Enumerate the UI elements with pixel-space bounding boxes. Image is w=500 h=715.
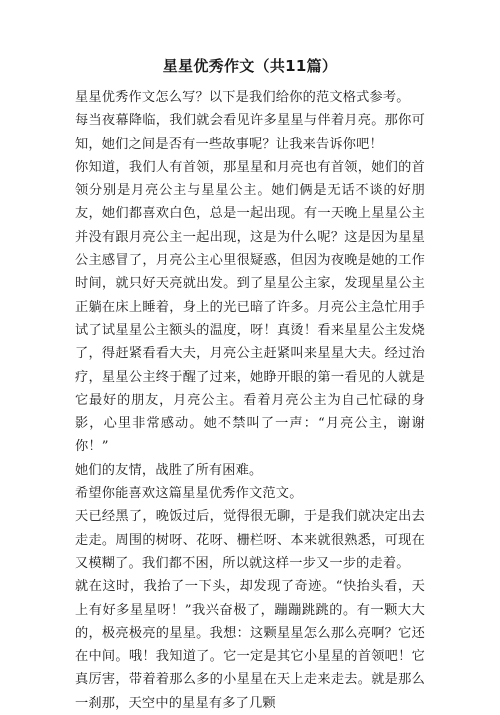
paragraph: 天已经黑了，晚饭过后，觉得很无聊，于是我们就决定出去走走。周围的树呀、花呀、栅栏呀、本来就很熟悉，可现在又模糊了。我们都不困，所以就这样一步又一步的走着。 bbox=[75, 509, 425, 571]
paragraph: 你知道，我们人有首领，那星星和月亮也有首领，她们的首领分别是月亮公主与星星公主。她们俩是无话不谈的好朋友，她们都喜欢白色，总是一起出现。有一天晚上星星公主并没有跟月亮公主一起出现，这是为什么呢？这是因为星星公主感冒了，月亮公主心里很疑惑，但因为夜晚是她的工作时间，就只好天亮就出发。到了星星公主家，发现星星公主正躺在床上睡着，身上的光已暗了许多。月亮公主急忙用手试了试星星公主额头的温度，呀！真烫！看来星星公主发烧了，得赶紧看看大夫，月亮公主赶紧叫来星星大夫。经过治疗，星星公主终于醒了过来，她睁开眼的第一看见的人就是它最好的朋友，月亮公主。看着月亮公主为自己忙碌的身影，心里非常感动。她不禁叫了一声：“月亮公主，谢谢你！” bbox=[75, 159, 425, 455]
paragraph: 希望你能喜欢这篇星星优秀作文范文。 bbox=[75, 486, 303, 502]
document-title: 星星优秀作文（共11篇） bbox=[162, 57, 338, 75]
paragraph: 她们的友情，战胜了所有困难。 bbox=[75, 462, 263, 478]
paragraph: 每当夜幕降临，我们就会看见许多星星与伴着月亮。那你可知，她们之间是否有一些故事呢？让我来告诉你吧！ bbox=[75, 113, 425, 152]
paragraph-intro: 星星优秀作文怎么写？以下是我们给你的范文格式参考。 bbox=[75, 90, 410, 105]
document-body bbox=[75, 86, 425, 715]
paragraph: 就在这时，我抬了一下头，却发现了奇迹。“快抬头看，天上有好多星星呀！”我兴奋极了，蹦蹦跳跳的。有一颗大大的，极亮极亮的星星。我想：这颗星星怎么那么亮啊？它还在中间。哦！我知道了。它一定是其它小星星的首领吧！它真厉害，带着着那么多的小星星在天上走来走去。就是那么一刹那，天空中的星星有多了几颗 bbox=[75, 579, 425, 711]
